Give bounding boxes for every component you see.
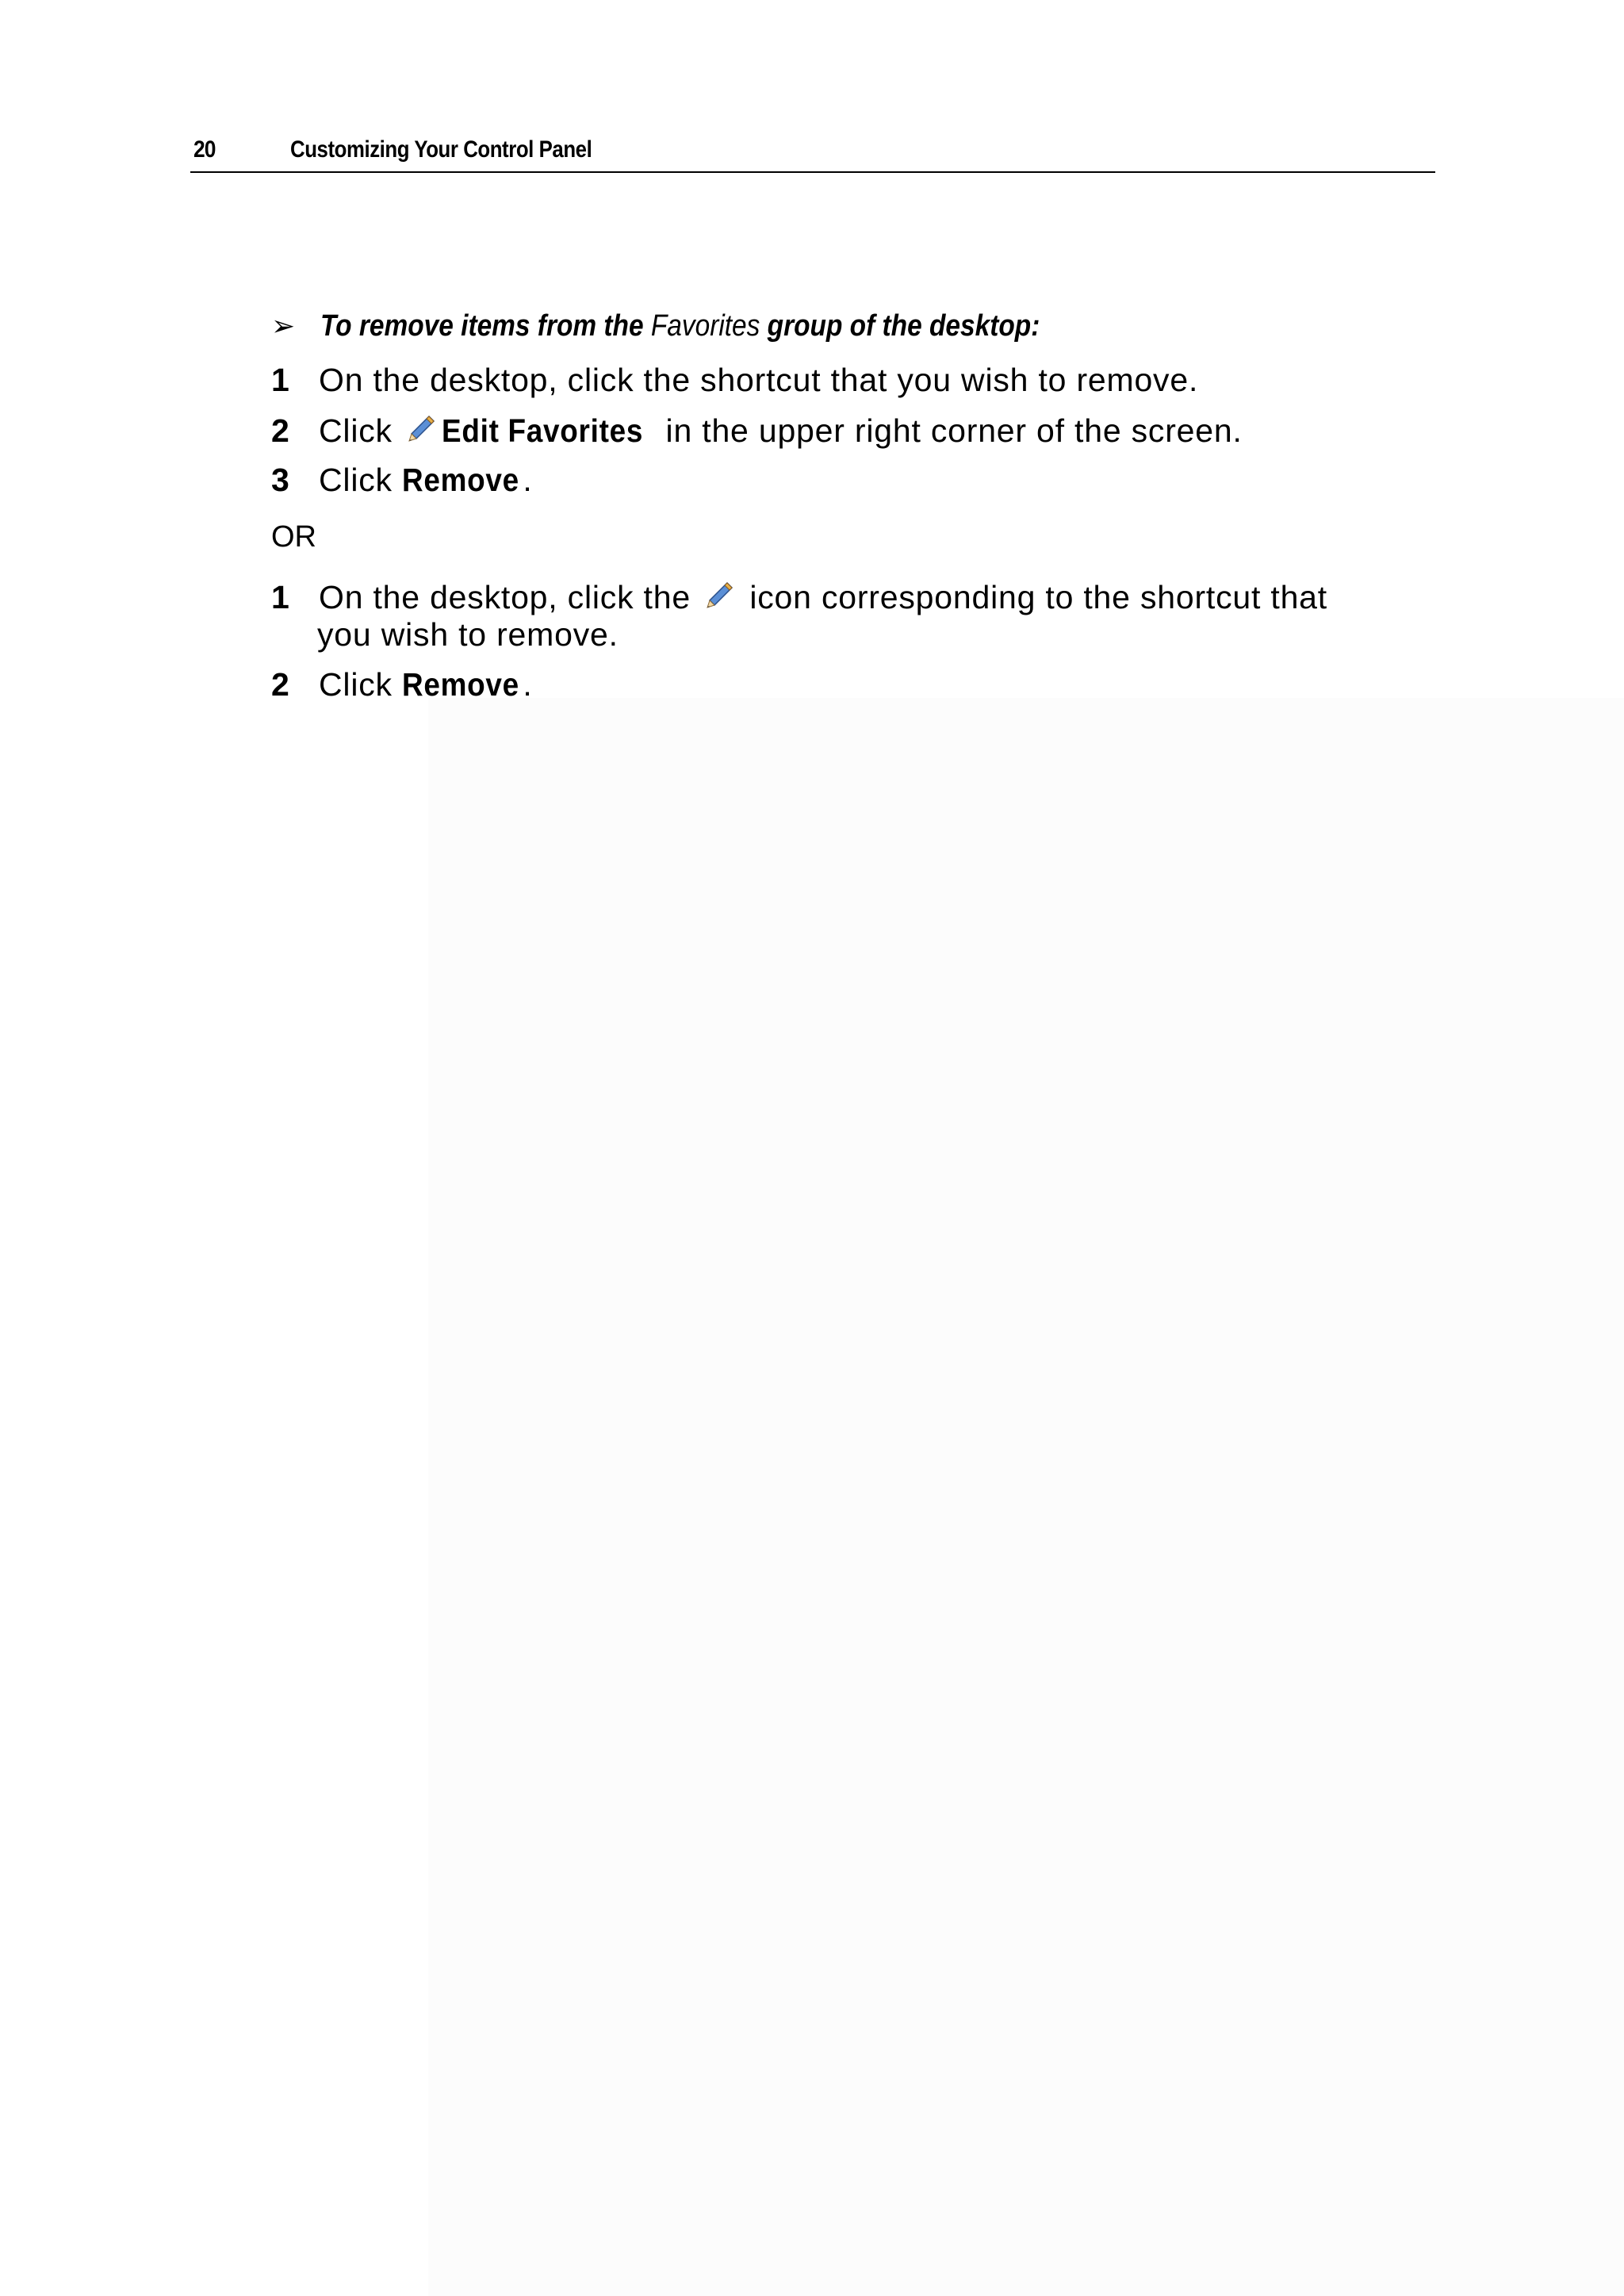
step-text-before: Click: [319, 666, 403, 703]
step-text-after: .: [523, 666, 533, 703]
alt-step-1: [271, 579, 1327, 654]
step-1: [271, 362, 1198, 399]
procedure-title-part1: To remove items from the: [320, 309, 651, 343]
step-number: 1: [271, 362, 290, 398]
step-text-after: .: [523, 462, 533, 498]
arrow-bullet-icon: ➢: [271, 309, 296, 342]
step-3: [271, 462, 533, 499]
step-text-continued: you wish to remove.: [317, 616, 619, 653]
step-text-before: Click: [319, 412, 403, 449]
step-2: [271, 412, 1243, 450]
step-number: 2: [271, 666, 290, 703]
step-text-before: On the desktop, click the: [319, 579, 701, 615]
step-number: 2: [271, 412, 290, 449]
step-text: On the desktop, click the shortcut that you wish to remove.: [319, 362, 1199, 398]
procedure-title-favorites: Favorites: [650, 309, 760, 343]
alt-step-2: [271, 666, 533, 703]
procedure-title-part2: group of the desktop:: [760, 309, 1040, 343]
page-header: [190, 133, 1435, 173]
remove-command: Remove: [402, 462, 519, 498]
pencil-icon: [703, 580, 735, 611]
step-text-after: icon corresponding to the shortcut that: [740, 579, 1327, 615]
or-separator: OR: [271, 520, 316, 554]
step-text-after: in the upper right corner of the screen.: [656, 412, 1243, 449]
page-shading: [428, 698, 1624, 2296]
pencil-icon: [405, 413, 437, 445]
header-title: Customizing Your Control Panel: [290, 136, 592, 163]
step-number: 3: [271, 462, 290, 498]
edit-favorites-command: Edit Favorites: [442, 412, 644, 449]
step-number: 1: [271, 579, 290, 615]
page-number: 20: [193, 136, 216, 163]
procedure-title: [320, 309, 1040, 343]
remove-command: Remove: [402, 666, 519, 703]
step-text-before: Click: [319, 462, 403, 498]
procedure-heading: [271, 309, 1138, 343]
